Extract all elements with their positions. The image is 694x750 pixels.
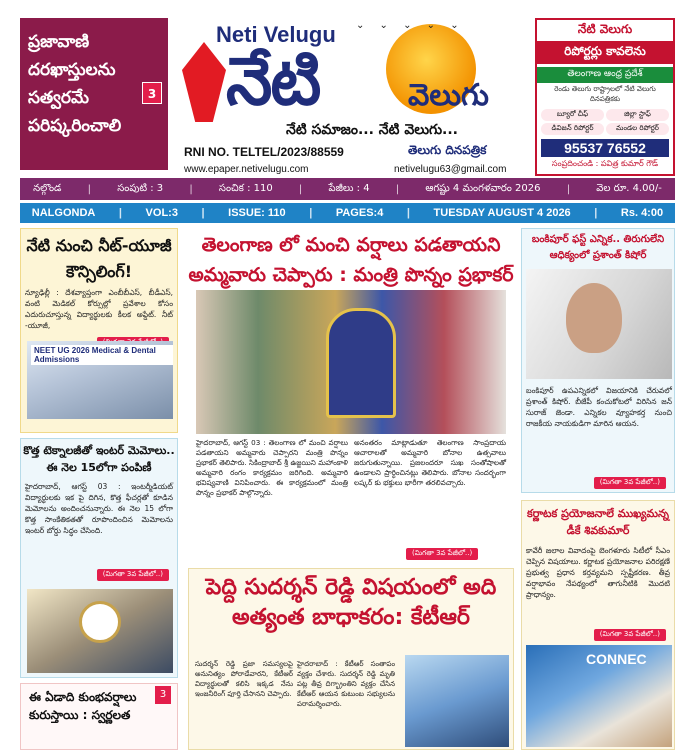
portrait-face <box>566 283 622 353</box>
pen-nib-icon <box>182 42 226 122</box>
bar-te-pages: పేజీలు : 4 <box>328 183 370 194</box>
story-headline: కర్ణాటక ప్రయోజనాలే ముఖ్యమన్న డీకే శివకుమార్ <box>526 507 669 537</box>
daily-label: తెలుగు దినపత్రిక <box>408 143 487 157</box>
bar-en-vol: VOL:3 <box>145 207 178 219</box>
email-link[interactable]: netivelugu63@gmail.com <box>394 164 507 175</box>
logo-telugu-main: నేటి <box>226 43 320 120</box>
story-headline: ఈ ఏడాది కుంభవర్షాలు కురుస్తాయి : స్వర్ణలత <box>29 690 137 722</box>
story-col-2: హైదరాబాద్ : కేటీఆర్ సంతాపం వ్యక్తం చేశారు. సుదర్శన్ రెడ్డి మృతి పట్ల తీవ్ర దిగ్భ్రాంతిని వ్యక్తం చేసిన కేటీఆర్ ఆయన కుటుంబ సభ్యులను పరామర్శించారు. <box>297 660 395 708</box>
lead-photo <box>196 290 506 434</box>
bar-en-issue: ISSUE: 110 <box>228 207 286 219</box>
story-prashant-kishor[interactable] <box>521 228 675 493</box>
ad-tags <box>537 107 673 137</box>
lead-col-1: హైదరాబాద్, ఆగస్ట్ 03 : తెలంగాణ లో మంచి వర్షాలు పడతాయని అమ్మవారు చెప్పారని మంత్రి పొన్నం ప్రభాకర్ తెలిపారు. సికింద్రాబాద్ శ్రీ ఉజ్జయిని మహాంకాళి అమ్మవారి రంగం కార్యక్రమం జరిగింది. అమ్మవారి భవిష్యవాణి వినిపించారు. ఈ కార్యక్రమంలో మంత్రి పొన్నం ప్రభాకర్ పాల్గొన్నారు. <box>196 438 348 497</box>
ear-left-page-badge: 3 <box>142 82 162 104</box>
story-dk-shivakumar[interactable] <box>521 500 675 750</box>
ad-headline: రిపోర్టర్లు కావలెను <box>537 41 673 64</box>
ad-brand: నేటి వెలుగు <box>537 20 673 41</box>
bar-en-pages: PAGES:4 <box>335 207 384 219</box>
ad-tag: బ్యూరో చీఫ్ <box>541 109 604 121</box>
left-column <box>20 228 178 750</box>
story-headline: నేటి నుంచి నీట్-యూజీ కౌన్సిలింగ్! <box>26 236 172 281</box>
photo-text: CONNEC <box>586 651 647 667</box>
page-badge: 3 <box>155 686 171 704</box>
continued-link[interactable]: (మిగతా 3వ పేజీలో..) <box>406 548 478 560</box>
photo-caption: NEET UG 2026 Medical & Dental Admissions <box>31 345 173 365</box>
story-rains[interactable] <box>20 683 178 750</box>
middle-column <box>188 228 514 750</box>
bar-te-issue: సంచిక : 110 <box>218 183 273 194</box>
bar-te-place: నల్గొండ <box>33 183 62 194</box>
logo-english: Neti Velugu <box>216 22 336 47</box>
bar-te-date: ఆగష్టు 4 మంగళవారం 2026 <box>425 183 541 194</box>
story-headline: కొత్త టెక్నాలజీతో ఇంటర్ మెమోలు.. ఈ నెల 15లోగా పంపిణీ <box>23 444 175 474</box>
tagline: నేటి సమాజం... నేటి వెలుగు... <box>286 122 458 138</box>
continued-link[interactable]: (మిగతా 3వ పేజీలో..) <box>594 629 666 641</box>
ad-tag: జిల్లా స్టాఫ్ <box>606 109 669 121</box>
ad-tag: మండల రిపోర్టర్ <box>606 123 669 135</box>
story-body: కావేరీ జలాల వివాదంపై బెంగళూరు సిటీలో సీఎం చెప్పిన విషయాలు. కర్ణాటక ప్రయోజనాల పరిరక్షణే ప్రభుత్వ ప్రధాన కర్తవ్యమని స్పష్టీకరణ. తీవ్ర వర్షాభావం నేపథ్యంలో తాగునీటికి మొదటి ప్రాధాన్యం. <box>526 546 670 599</box>
ad-state: తెలంగాణ ఆంధ్ర ప్రదేశ్ <box>537 67 673 83</box>
story-ktr[interactable] <box>188 568 514 750</box>
story-neet[interactable] <box>20 228 178 433</box>
ear-right-ad[interactable] <box>535 18 675 176</box>
ad-text: రెండు తెలుగు రాష్ట్రాలలో నేటి వెలుగు దినపత్రికకు <box>554 85 656 103</box>
ad-tag: డివిజన్ రిపోర్టర్ <box>541 123 604 135</box>
ear-left-text: ప్రజావాణి దరఖాస్తులను సత్వరమే పరిష్కరించాలి <box>28 32 122 136</box>
neet-photo <box>27 341 173 419</box>
lead-headline[interactable]: తెలంగాణ లో మంచి వర్షాలు పడతాయని అమ్మవారు చెప్పారు : మంత్రి పొన్నం ప్రభాకర్ <box>188 234 514 286</box>
bar-en-price: Rs. 4:00 <box>620 207 664 219</box>
bar-en-place: NALGONDA <box>31 207 96 219</box>
board-seal-icon <box>79 601 121 643</box>
story-body: హైదరాబాద్, ఆగస్ట్ 03 : ఇంటర్మీడియట్ విద్యార్థులకు ఇక పై దిగిన, కొత్త ఫీచర్లతో కూడిన మెమోలను అందించనున్నారు. ఈ నెల 15 లోగా కొత్త సాంకేతికతతో రూపొందించిన మెమోలను ఇంటర్ బోర్డు సిద్ధం చేసింది. <box>25 482 173 535</box>
ear-left-headline[interactable] <box>20 18 168 170</box>
newspaper-logo[interactable] <box>176 12 530 174</box>
story-col-1: సుదర్శన్ రెడ్డి ప్రజా సమస్యలపై అనునిత్యం పోరాడేవారని, కేటీఆర్ విద్యార్థులతో కలిసి ఇక్కడ నేను ఇంజనీరింగ్ పూర్తి చేసానని చెప్పారు. <box>195 660 293 698</box>
continued-link[interactable]: (మిగతా 3వ పేజీలో..) <box>594 477 666 489</box>
website-link[interactable]: www.epaper.netivelugu.com <box>184 164 309 175</box>
story-headline: బంకిపూర్ ఫస్ట్ ఎన్నిక.. తిరుగులేని ఆధిక్యంలో ప్రశాంత్ కిషోర్ <box>531 234 665 261</box>
continued-link[interactable]: (మిగతా 3వ పేజీలో..) <box>97 569 169 581</box>
birds-icon: ⌄ ⌄ ⌄ ⌄ ⌄ <box>356 20 465 31</box>
bar-en-date: TUESDAY AUGUST 4 2026 <box>433 207 571 219</box>
dks-photo <box>526 645 672 747</box>
date-bar-english: NALGONDA | VOL:3 | ISSUE: 110 | PAGES:4 | TUESDAY AUGUST 4 2026 | Rs. 4:00 <box>20 203 675 223</box>
right-column <box>521 228 675 750</box>
logo-telugu-sub: వెలుగు <box>408 78 489 113</box>
pk-photo <box>526 269 672 379</box>
ktr-photo <box>405 655 509 747</box>
date-bar-telugu: నల్గొండ | సంపుటి : 3 | సంచిక : 110 | పేజీలు : 4 | ఆగష్టు 4 మంగళవారం 2026 | వెల రూ. 4.00/- <box>20 178 675 200</box>
story-body <box>195 659 395 747</box>
story-inter-memos[interactable] <box>20 438 178 678</box>
story-headline: పెద్ది సుదర్శన్ రెడ్డి విషయంలో అది అత్యంత బాధాకరం: కేటీఆర్ <box>205 575 497 630</box>
shrine-icon <box>326 308 396 418</box>
lead-col-2: అనంతరం మాట్లాడుతూ తెలంగాణ సాంప్రదాయ ఆచారాలతో అమ్మవారి బోనాల ఉత్సవాలు జరుగుతున్నాయి. ప్రజలందరూ సుఖ సంతోషాలతో ఉండాలని ప్రార్థించినట్లు తెలిపారు. బోనాల సందర్భంగా లష్కర్ కు భక్తులు భారీగా తరలివచ్చారు. <box>354 438 506 487</box>
story-body: న్యూఢిల్లీ : దేశవ్యాప్తంగా ఎంబీబీఎస్, బీడీఎస్, వంటి మెడికల్ కోర్సుల్లో ప్రవేశాల కోసం ఎదురుచూస్తున్న విద్యార్థులకు కీలక అప్డేట్. నీట్ -యూజీ, <box>25 288 173 330</box>
ad-contact-name: సంప్రదించండి : పవిత్ర కుమార్ గౌడ్ <box>551 159 659 168</box>
masthead <box>0 0 694 178</box>
exam-photo <box>27 589 173 673</box>
rni-number: RNI NO. TELTEL/2023/88559 <box>184 145 344 159</box>
bar-te-vol: సంపుటి : 3 <box>117 183 164 194</box>
bar-te-price: వెల రూ. 4.00/- <box>596 183 662 194</box>
ad-phone[interactable]: 95537 76552 <box>541 139 669 157</box>
story-body: బంకిపూర్ ఉపఎన్నికలో విజయానికి చేరువలో ప్రశాంత్ కిషోర్. బీజేపీ కంచుకోటలో విరిసిన జన్ సురాజ్ జెండా. ఎన్నికల వ్యూహకర్త నుంచి రాజకీయ నాయకుడిగా మారిన ఆయన. <box>526 386 672 428</box>
